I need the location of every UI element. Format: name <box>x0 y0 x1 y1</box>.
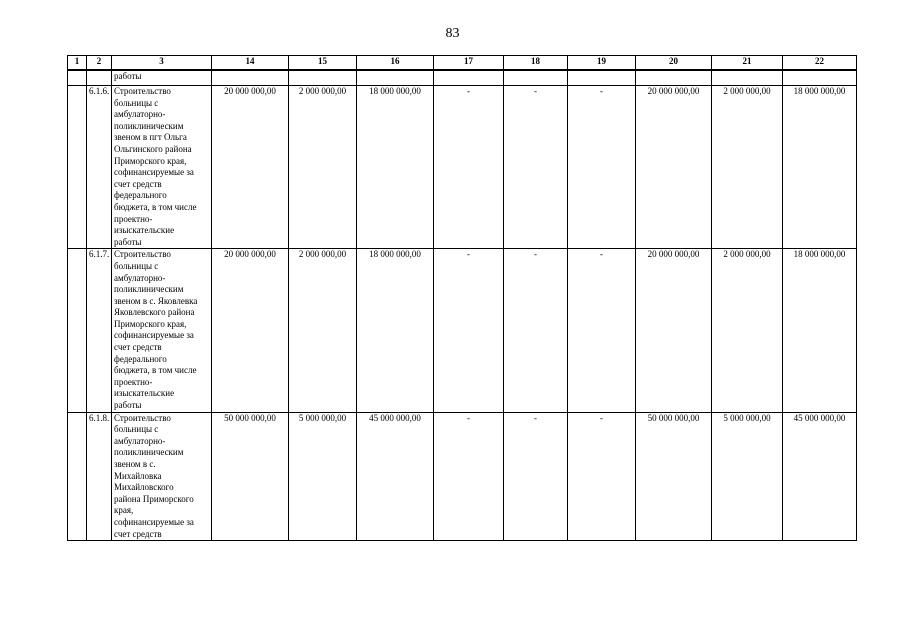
item-description: Строительство больницы с амбулаторно- поликлиническим звеном в с. Яковлевка Яковлевского района Приморского края, софинансируемые за счет средств федерального бюджета, в том числе проектно- изыскательские работы <box>112 249 212 412</box>
header-row <box>68 56 857 71</box>
column-header: 15 <box>289 56 357 71</box>
budget-table <box>67 55 857 541</box>
value-col-22: 18 000 000,00 <box>783 249 857 412</box>
column-header: 21 <box>712 56 783 71</box>
column-header: 20 <box>636 56 712 71</box>
column-header: 16 <box>357 56 434 71</box>
table-row <box>68 249 857 412</box>
continuation-text: работы <box>112 70 212 86</box>
value-col-16: 45 000 000,00 <box>357 412 434 541</box>
value-col-20: 20 000 000,00 <box>636 249 712 412</box>
item-description: Строительство больницы с амбулаторно- поликлиническим звеном в с. Михайловка Михайловского района Приморского края, софинансируемые за счет средств <box>112 412 212 541</box>
value-col-20: 20 000 000,00 <box>636 86 712 249</box>
continuation-row <box>68 70 857 86</box>
value-col-18: - <box>504 249 568 412</box>
value-col-19: - <box>568 249 636 412</box>
value-col-14: 50 000 000,00 <box>212 412 289 541</box>
value-col-15: 5 000 000,00 <box>289 412 357 541</box>
column-header: 1 <box>68 56 87 71</box>
value-col-14: 20 000 000,00 <box>212 86 289 249</box>
table-row <box>68 412 857 541</box>
item-code: 6.1.8. <box>87 412 112 541</box>
value-col-16: 18 000 000,00 <box>357 249 434 412</box>
value-col-18: - <box>504 86 568 249</box>
column-header: 19 <box>568 56 636 71</box>
value-col-19: - <box>568 86 636 249</box>
item-description: Строительство больницы с амбулаторно- поликлиническим звеном в пгт Ольга Ольгинского района Приморского края, софинансируемые за счет средств федерального бюджета, в том числе проектно- изыскательские работы <box>112 86 212 249</box>
value-col-22: 45 000 000,00 <box>783 412 857 541</box>
value-col-17: - <box>434 86 504 249</box>
value-col-21: 5 000 000,00 <box>712 412 783 541</box>
value-col-22: 18 000 000,00 <box>783 86 857 249</box>
column-header: 18 <box>504 56 568 71</box>
value-col-21: 2 000 000,00 <box>712 249 783 412</box>
column-header: 3 <box>112 56 212 71</box>
column-header: 22 <box>783 56 857 71</box>
table-row <box>68 86 857 249</box>
value-col-15: 2 000 000,00 <box>289 86 357 249</box>
value-col-21: 2 000 000,00 <box>712 86 783 249</box>
item-code: 6.1.7. <box>87 249 112 412</box>
page-number: 83 <box>445 26 460 41</box>
value-col-17: - <box>434 249 504 412</box>
value-col-14: 20 000 000,00 <box>212 249 289 412</box>
value-col-18: - <box>504 412 568 541</box>
column-header: 2 <box>87 56 112 71</box>
value-col-20: 50 000 000,00 <box>636 412 712 541</box>
value-col-16: 18 000 000,00 <box>357 86 434 249</box>
value-col-19: - <box>568 412 636 541</box>
column-header: 17 <box>434 56 504 71</box>
item-code: 6.1.6. <box>87 86 112 249</box>
value-col-15: 2 000 000,00 <box>289 249 357 412</box>
column-header: 14 <box>212 56 289 71</box>
value-col-17: - <box>434 412 504 541</box>
